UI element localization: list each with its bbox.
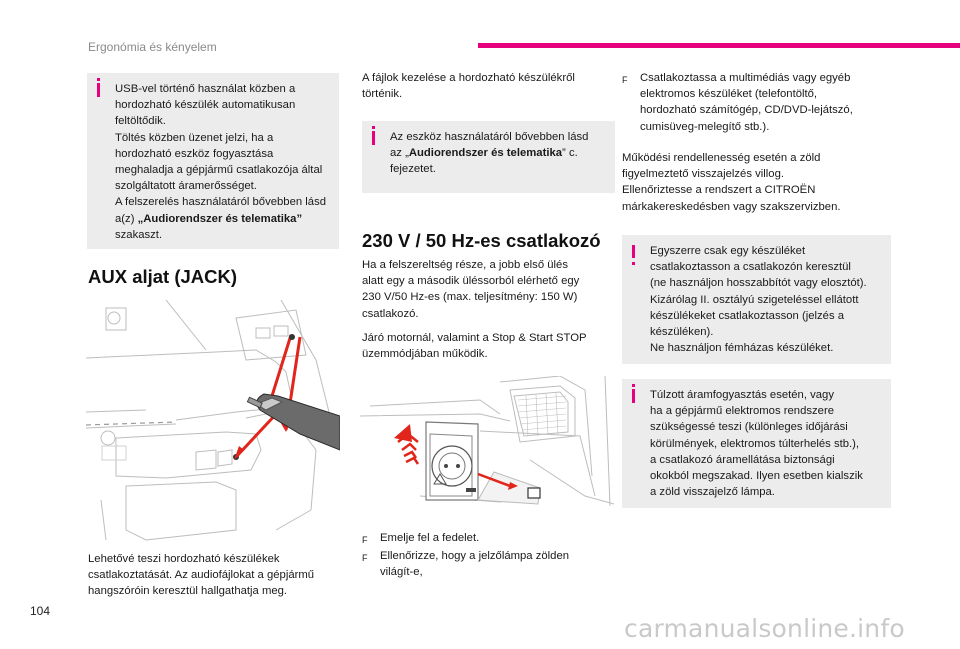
- header-accent-bar: [478, 43, 960, 48]
- section-title: Ergonómia és kényelem: [88, 40, 217, 54]
- exclamation-icon: [632, 245, 635, 258]
- usb-info-text: USB-vel történő használat közben a hordozható készülék automatikusan feltöltődik. Töltés közben üzenet jelzi, ha a hordozható eszköz fogyasztása meghaladja a gépjármű csatlakozója által szolgáltatott áramerősséget. A felszerelés használatáról bővebben lásd a(z) „Audiorendszer és telematika” szakaszt.: [115, 83, 327, 241]
- step-text: Emelje fel a fedelet.: [380, 532, 480, 544]
- socket-paragraph: Ha a felszereltség része, a jobb első ülés alatt egy a második üléssorból elérhető egy 230 V/50 Hz-es (max. teljesítmény: 150 W) csatlakozó.: [362, 259, 580, 320]
- audio-info-text: Az eszköz használatáról bővebben lásd az „Audiorendszer és telematika” c. fejezetet.: [390, 131, 589, 176]
- socket-illustration: [360, 376, 614, 516]
- aux-heading: AUX aljat (JACK): [88, 266, 238, 287]
- info-bar-icon: [372, 131, 375, 145]
- connect-steps: [622, 70, 890, 135]
- warning-text: Egyszerre csak egy készüléket csatlakoztasson a csatlakozón keresztül (ne használjon hosszabbítót vagy elosztót). Kizárólag II. osztályú szigeteléssel ellátott készülékeket csatlakoztasson (jelzés a készüléken). Ne használjon fémházas készüléket.: [650, 245, 867, 355]
- socket-steps: [362, 530, 612, 581]
- page-number: 104: [30, 604, 51, 618]
- socket-heading: 230 V / 50 Hz-es csatlakozó: [362, 230, 601, 251]
- watermark: carmanualsonline.info: [624, 614, 905, 643]
- overload-info-box: [622, 379, 891, 508]
- info-bar-icon: [97, 83, 100, 97]
- aux-paragraph: Lehetővé teszi hordozható készülékek csatlakoztatását. Az audiofájlokat a gépjármű hangszóróin keresztül hallgathatja meg.: [88, 553, 315, 598]
- step-text: Csatlakoztassa a multimédiás vagy egyéb elektromos készüléket (telefontöltő, hordozható számítógép, CD/DVD-lejátszó, cumisüveg-melegítő stb.).: [640, 72, 853, 133]
- step-item: [362, 548, 612, 580]
- step-text: Ellenőrizze, hogy a jelzőlámpa zölden világít-e,: [380, 550, 570, 579]
- aux-jack-illustration: [86, 300, 340, 550]
- warning-box: [622, 235, 891, 364]
- overload-info-text: Túlzott áramfogyasztás esetén, vagy ha a gépjármű elektromos rendszere szükségessé teszi (különleges időjárási körülmények, elektromos túlterhelés stb.), a csatlakozó áramellátása biztonsági okokból megszakad. Ilyen esetben kialszik a zöld visszajelző lámpa.: [650, 389, 863, 499]
- step-item: [362, 530, 612, 548]
- step-bullet-icon: F: [362, 535, 368, 545]
- step-bullet-icon: F: [622, 75, 628, 85]
- info-bar-icon: [632, 389, 635, 403]
- malfunction-paragraph: Működési rendellenesség esetén a zöld figyelmeztető visszajelzés villog. Ellenőriztesse a rendszert a CITROËN márkakereskedésben vagy szakszervizben.: [622, 152, 841, 213]
- files-paragraph: A fájlok kezelése a hordozható készülékről történik.: [362, 72, 575, 101]
- stop-start-paragraph: Járó motornál, valamint a Stop & Start STOP üzemmódjában működik.: [362, 332, 587, 361]
- step-item: [622, 70, 890, 135]
- audio-info-box: [362, 121, 615, 193]
- usb-info-box: [87, 73, 339, 249]
- step-bullet-icon: F: [362, 553, 368, 564]
